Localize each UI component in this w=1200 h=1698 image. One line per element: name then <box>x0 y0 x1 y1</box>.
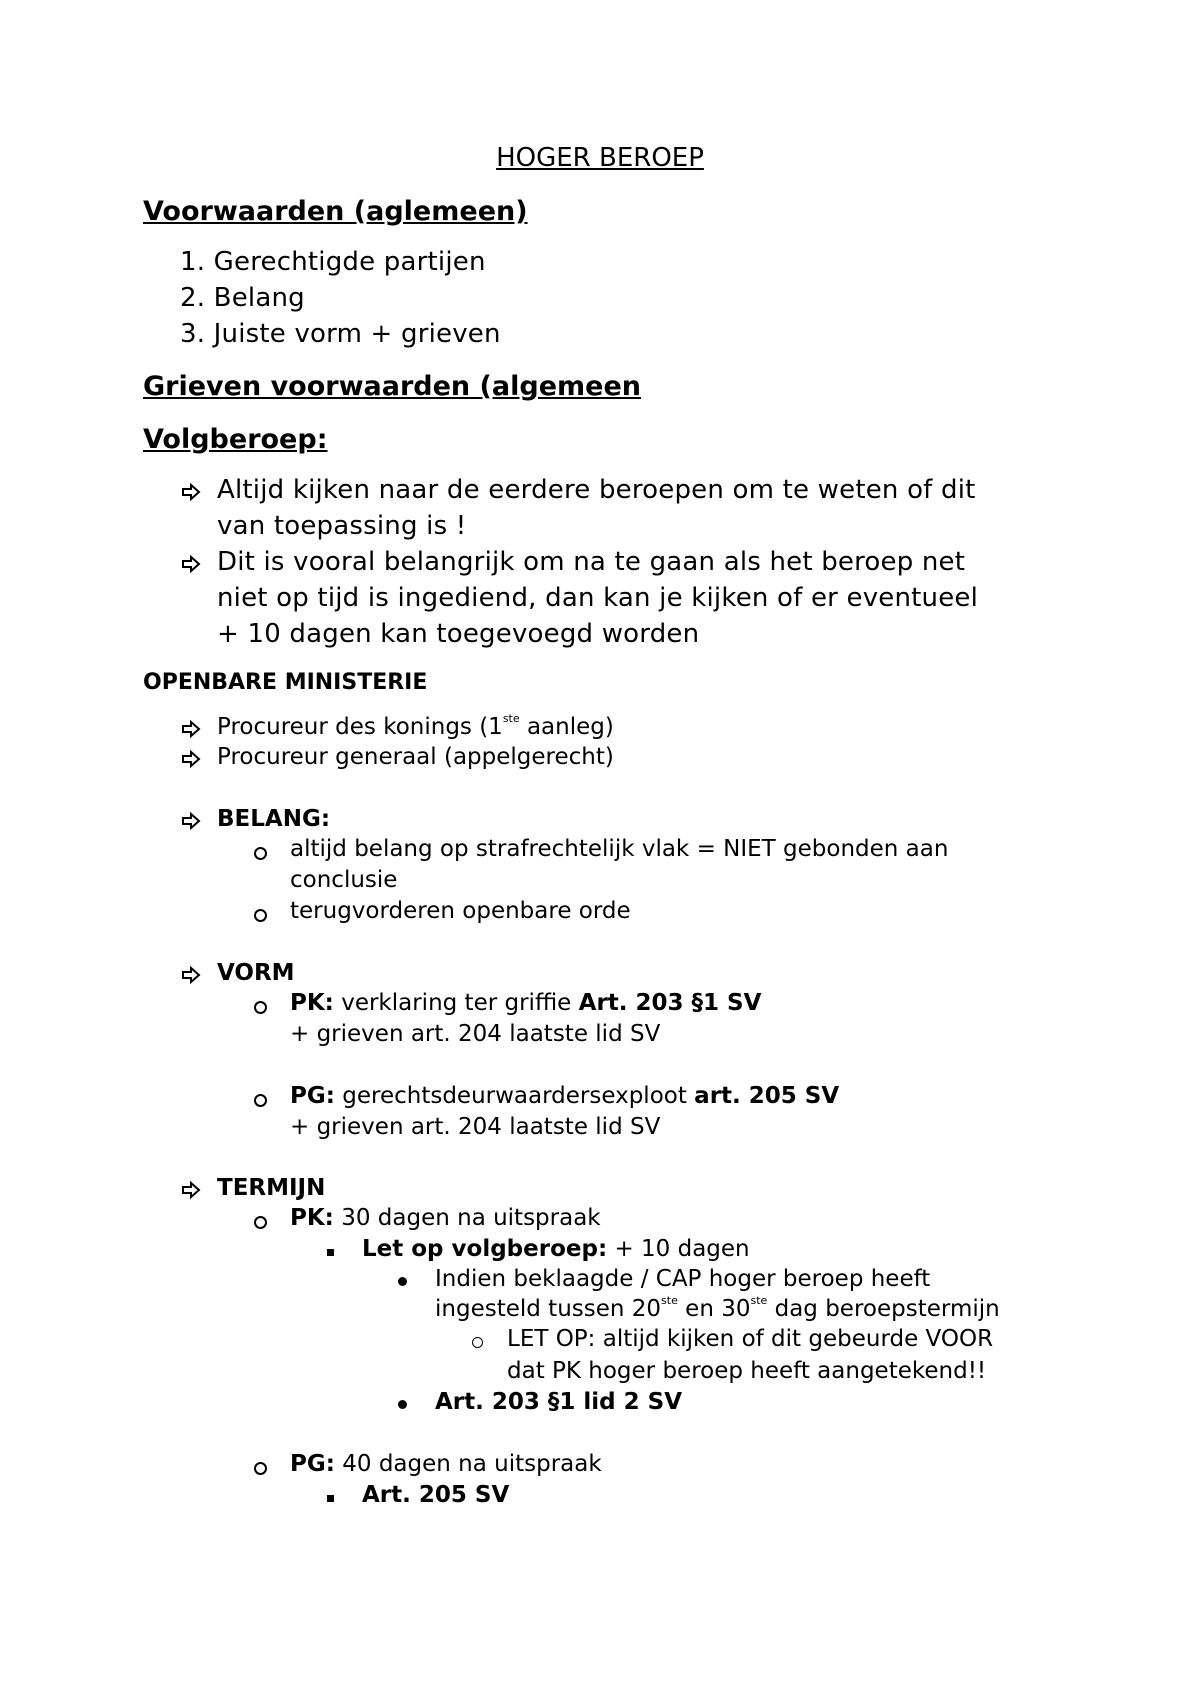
termijn-art-203: Art. 203 §1 lid 2 SV <box>435 1389 683 1415</box>
arrow-right-icon <box>181 554 201 574</box>
page-title: HOGER BEROEP <box>496 143 704 173</box>
termijn-indien-line-2: ingesteld tussen 20ste en 30ste dag beroepstermijn <box>435 1294 1000 1322</box>
arrow-right-icon <box>181 719 201 739</box>
arrow-right-icon <box>181 965 201 985</box>
arrow-right-icon <box>181 749 201 769</box>
vorm-pk: PK: verklaring ter griffie Art. 203 §1 SV <box>290 990 762 1016</box>
heading-grieven-voorwaarden: Grieven voorwaarden (algemeen <box>143 371 641 402</box>
volgberoep-bullet-1-line-1: Altijd kijken naar de eerdere beroepen om te weten of dit <box>217 475 976 505</box>
circle-bullet-icon <box>254 1462 267 1475</box>
termijn-pk: PK: 30 dagen na uitspraak <box>290 1205 601 1231</box>
arrow-right-icon <box>181 1180 201 1200</box>
belang-item-2: terugvorderen openbare orde <box>290 898 631 924</box>
numbered-item-2: 2. Belang <box>180 283 305 313</box>
circle-bullet-icon <box>254 1216 267 1229</box>
heading-volgberoep: Volgberoep: <box>143 424 328 455</box>
termijn-letop-line-1: LET OP: altijd kijken of dit gebeurde VOOR <box>507 1326 994 1352</box>
belang-item-1-line-1: altijd belang op strafrechtelijk vlak = NIET gebonden aan <box>290 836 949 862</box>
heading-voorwaarden: Voorwaarden (aglemeen) <box>143 196 528 227</box>
belang-item-1-line-2: conclusie <box>290 867 398 893</box>
termijn-letop-line-2: dat PK hoger beroep heeft aangetekend!! <box>507 1358 987 1384</box>
om-procureur-generaal: Procureur generaal (appelgerecht) <box>217 744 614 770</box>
numbered-item-1: 1. Gerechtigde partijen <box>180 247 486 277</box>
square-bullet-icon <box>327 1495 334 1502</box>
vorm-label: VORM <box>217 960 295 986</box>
disc-bullet-icon <box>398 1277 407 1286</box>
heading-openbare-ministerie: OPENBARE MINISTERIE <box>143 670 428 695</box>
om-procureur-des-konings: Procureur des konings (1ste aanleg) <box>217 712 614 740</box>
vorm-pg: PG: gerechtsdeurwaardersexploot art. 205 SV <box>290 1083 840 1109</box>
termijn-volgberoep: Let op volgberoep: + 10 dagen <box>362 1236 750 1262</box>
belang-label: BELANG: <box>217 806 331 832</box>
vorm-pg-grieven: + grieven art. 204 laatste lid SV <box>290 1114 661 1140</box>
volgberoep-bullet-1-line-2: van toepassing is ! <box>217 511 467 541</box>
termijn-pg: PG: 40 dagen na uitspraak <box>290 1451 602 1477</box>
numbered-item-3: 3. Juiste vorm + grieven <box>180 319 501 349</box>
volgberoep-bullet-2-line-2: niet op tijd is ingediend, dan kan je kijken of er eventueel <box>217 583 979 613</box>
termijn-indien-line-1: Indien beklaagde / CAP hoger beroep heeft <box>435 1266 931 1292</box>
disc-bullet-icon <box>398 1400 407 1409</box>
circle-bullet-icon <box>254 909 267 922</box>
termijn-label: TERMIJN <box>217 1175 326 1201</box>
circle-bullet-icon <box>254 1094 267 1107</box>
volgberoep-bullet-2-line-1: Dit is vooral belangrijk om na te gaan als het beroep net <box>217 547 966 577</box>
circle-bullet-icon <box>254 1001 267 1014</box>
square-bullet-icon <box>327 1249 334 1256</box>
circle-bullet-icon <box>472 1337 483 1348</box>
vorm-pk-grieven: + grieven art. 204 laatste lid SV <box>290 1021 661 1047</box>
volgberoep-bullet-2-line-3: + 10 dagen kan toegevoegd worden <box>217 619 700 649</box>
arrow-right-icon <box>181 482 201 502</box>
arrow-right-icon <box>181 811 201 831</box>
circle-bullet-icon <box>254 847 267 860</box>
termijn-art-205: Art. 205 SV <box>362 1482 510 1508</box>
